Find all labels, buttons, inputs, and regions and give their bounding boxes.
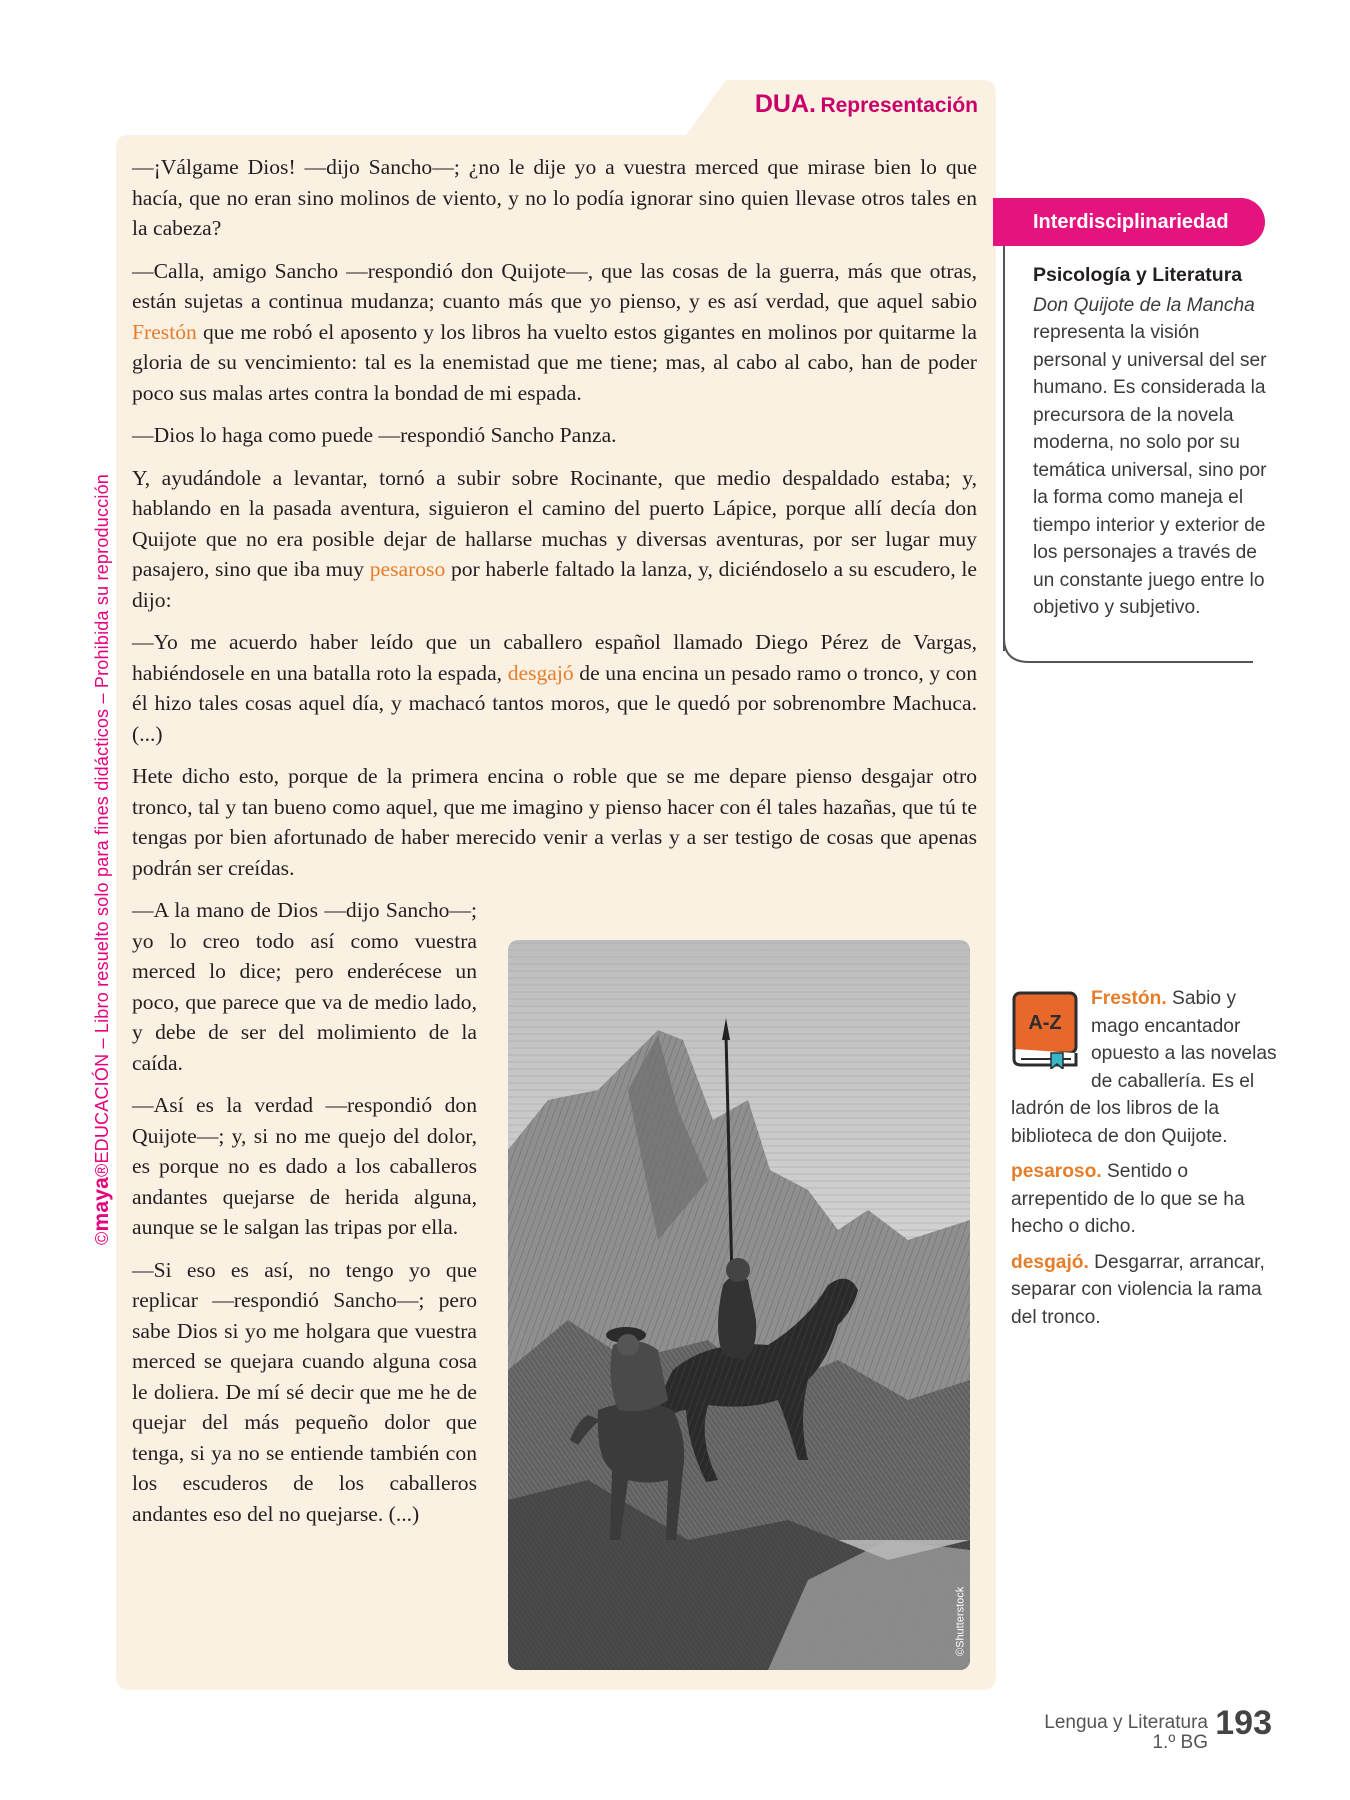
paragraph-6: Hete dicho esto, porque de la primera encina o roble que se me depare pienso desgajar otro tronco, tal y tan bueno como aquel, que me imagino y pienso hacer con él tales hazañas, que tú te tengas por bien afortunado de haber merecido venir a verlas y a ser testigo de cosas que apenas podrán ser creídas. — [132, 764, 977, 880]
section-tag-label: Representación — [820, 94, 978, 117]
footer-subject-name: Lengua y Literatura — [1044, 1712, 1208, 1733]
paragraph-2 — [132, 256, 977, 409]
glossary-definition: Sabio y mago encantador opuesto a las novelas de caballería. Es el ladrón de los libros de la biblioteca de don Quijote. — [1011, 988, 1277, 1147]
side-copyright-credit — [90, 474, 114, 1245]
registered-symbol: ® — [92, 1163, 112, 1178]
interdisciplinary-box — [993, 198, 1273, 668]
reading-panel — [116, 80, 996, 1690]
paragraph-4 — [132, 463, 977, 616]
interdisciplinary-work-title: Don Quijote de la Mancha — [1033, 294, 1255, 316]
don-quijote-engraving — [508, 940, 970, 1670]
interdisciplinary-description: representa la visión personal y universal del ser humano. Es considerada la precursora de la novela moderna, no solo por su temática universal, sino por la forma como maneja el tiempo interior y exterior de los personajes a través de un constante juego entre lo objetivo y subjetivo. — [1033, 322, 1267, 618]
glossary-definition: Sentido o arrepentido de lo que se ha hecho o dicho. — [1011, 1161, 1245, 1237]
glossary-item-desgajo — [1011, 1249, 1279, 1332]
paragraph-2-text-a: —Calla, amigo Sancho —respondió don Quijote—, que las cosas de la guerra, más que otras, están sujetas a continua mudanza; cuanto más que yo pienso, y es así verdad, que aquel sabio — [132, 258, 977, 313]
paragraph-5-text-b: de una encina un pesado ramo o tronco, y con él hizo tales cosas aquel día, y machacó tantos moros, que le quedó por sobrenombre Machuca. (...) — [132, 660, 978, 746]
highlight-freston: Frestón — [132, 319, 197, 344]
copyright-symbol: © — [92, 1231, 112, 1245]
interdisciplinary-text — [1033, 292, 1278, 622]
dictionary-icon-label: A-Z — [1028, 1012, 1062, 1034]
interdisciplinary-bottom-curve — [1003, 638, 1263, 668]
paragraph-4-text-a: Y, ayudándole a levantar, tornó a subir sobre Rocinante, que medio despaldado estaba; y, hablando en la pasada aventura, siguieron el camino del puerto Lápice, porque allí decía don Quijote que no era posible dejar de hallarse muchas y diversas aventuras, por ser lugar muy pasajero, sino que iba muy — [132, 465, 977, 581]
highlight-desgajo: desgajó — [507, 660, 574, 685]
side-credit-text: EDUCACIÓN – Libro resuelto solo para fines didácticos – Prohibida su reproducción — [92, 474, 112, 1164]
paragraph-2-text-b: que me robó el aposento y los libros ha vuelto estos gigantes en molinos por quitarme la gloria de su vencimiento: tal es la enemistad que me tiene; mas, al cabo al cabo, han de poder poco sus malas artes contra la bondad de mi espada. — [132, 319, 977, 405]
interdisciplinary-divider — [1003, 246, 1005, 651]
footer-subject — [1044, 1713, 1208, 1753]
paragraph-8: —Así es la verdad —respondió don Quijote—; y, si no me quejo del dolor, es porque no es dado a los caballeros andantes quejarse de herida alguna, aunque se le salgan las tripas por ella. — [132, 1093, 477, 1239]
glossary-definition: Desgarrar, arrancar, separar con violencia la rama del tronco. — [1011, 1251, 1265, 1328]
section-tag-prefix: DUA. — [754, 90, 816, 118]
maya-brand: maya — [90, 1177, 113, 1232]
page-number: 193 — [1215, 1704, 1272, 1742]
paragraph-4-text-b: por haberle faltado la lanza, y, diciéndoselo a su escudero, le dijo: — [132, 557, 978, 612]
dictionary-book-icon — [1011, 991, 1081, 1069]
paragraph-3: —Dios lo haga como puede —respondió Sancho Panza. — [132, 423, 617, 447]
paragraph-5-text-a: —Yo me acuerdo haber leído que un caballero español llamado Diego Pérez de Vargas, habiéndosele en una batalla roto la espada, — [132, 630, 977, 685]
glossary-term: desgajó. — [1011, 1251, 1089, 1273]
engraving-illustration — [508, 940, 970, 1670]
section-tag — [755, 90, 978, 119]
paragraph-1: —¡Válgame Dios! —dijo Sancho—; ¿no le dije yo a vuestra merced que mirase bien lo que hacía, que no eran sino molinos de viento, y no lo podía ignorar sino quien llevase otros tales en la cabeza? — [132, 155, 977, 240]
glossary-term: pesaroso. — [1011, 1161, 1102, 1182]
paragraph-7: —A la mano de Dios —dijo Sancho—; yo lo creo todo así como vuestra merced lo dice; pero enderécese un poco, que parece que va de medio lado, y debe de ser del molimiento de la caída. — [132, 898, 477, 1075]
highlight-pesaroso: pesaroso — [369, 557, 446, 581]
paragraph-5 — [132, 627, 977, 749]
image-credit: ©Shutterstock — [954, 1586, 966, 1656]
glossary-term: Frestón. — [1091, 988, 1167, 1009]
interdisciplinary-tab: Interdisciplinariedad — [993, 198, 1265, 246]
glossary — [1011, 985, 1279, 1339]
footer-level: 1.º BG — [1152, 1732, 1208, 1753]
glossary-item-pesaroso — [1011, 1158, 1279, 1241]
interdisciplinary-title: Psicología y Literatura — [1033, 264, 1243, 286]
paragraph-9: —Si eso es así, no tengo yo que replicar —respondió Sancho—; pero sabe Dios si yo me holgara que vuestra merced se quejara cuando alguna cosa le doliera. De mí sé decir que me he de quejar del más pequeño dolor que tenga, si ya no se entiende también con los escuderos de los caballeros andantes eso del no quejarse. (...) — [132, 1257, 477, 1526]
interdisciplinary-body — [1033, 262, 1278, 622]
